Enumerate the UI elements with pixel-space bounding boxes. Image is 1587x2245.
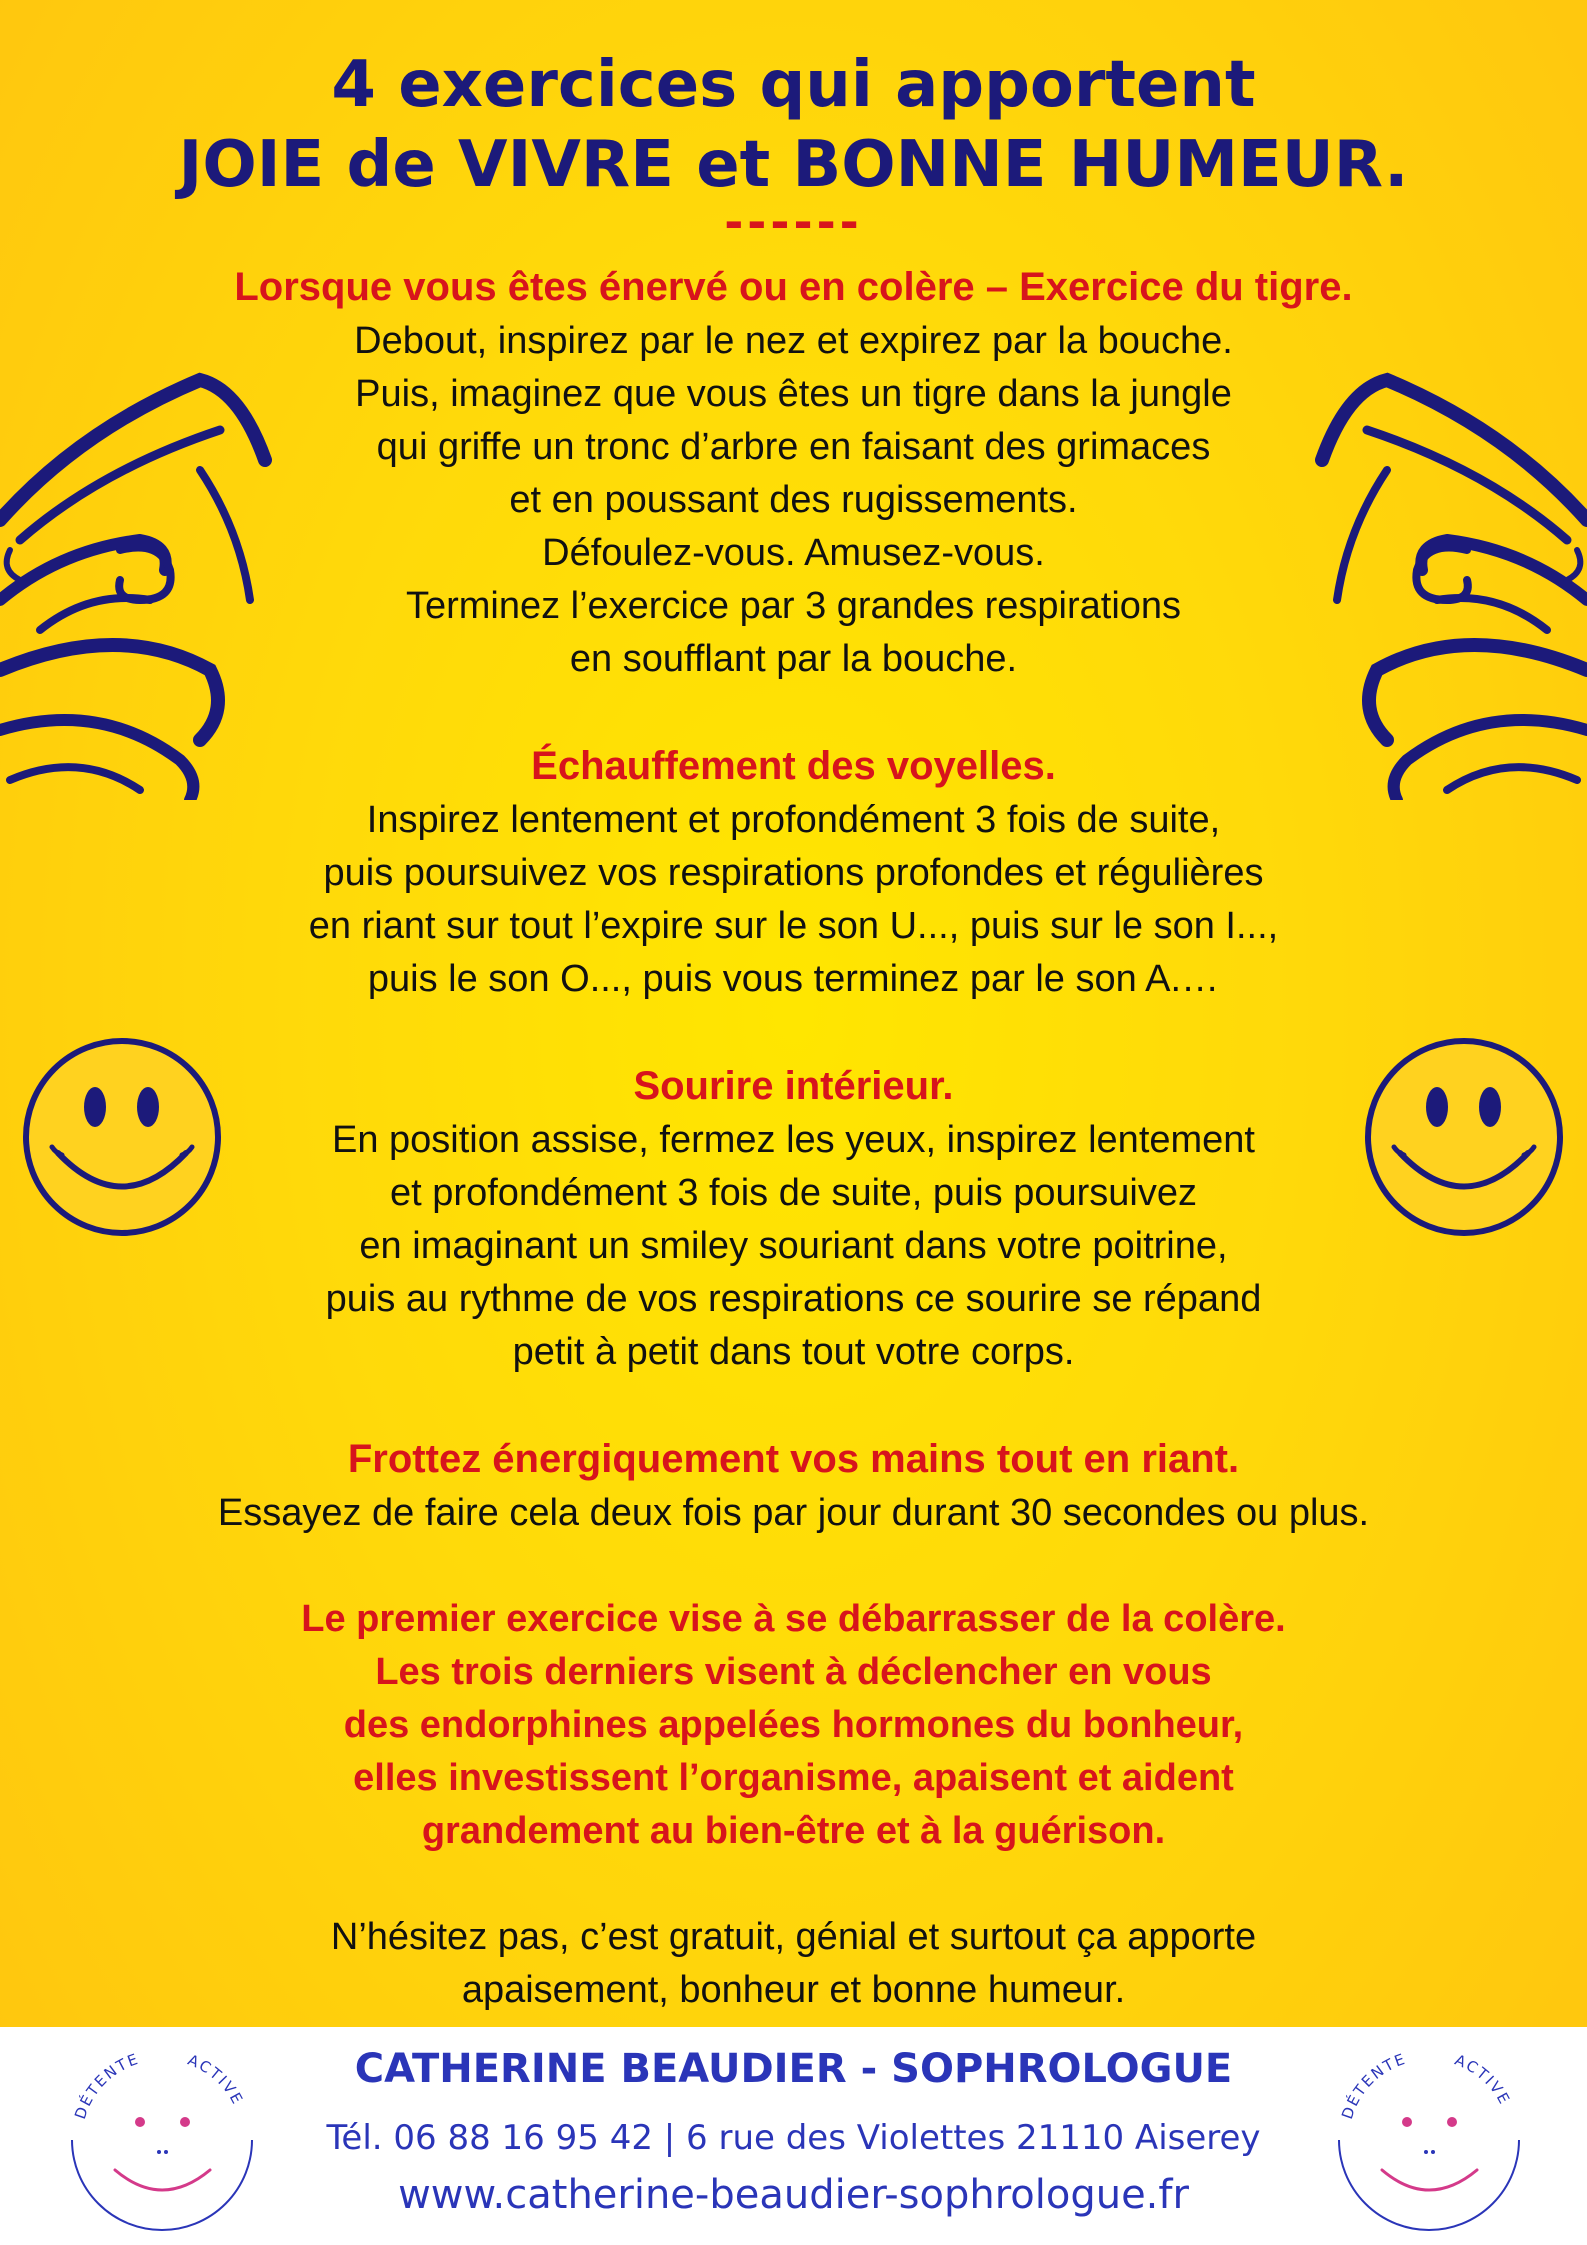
section-heading: Échauffement des voyelles. (531, 744, 1056, 788)
conclusion-line: des endorphines appelées hormones du bonheur, (343, 1704, 1244, 1746)
section-line: en soufflant par la bouche. (569, 638, 1018, 680)
footer-website-link[interactable]: www.catherine-beaudier-sophrologue.fr (398, 2172, 1189, 2218)
section-line: petit à petit dans tout votre corps. (512, 1331, 1075, 1373)
title-line-1: 4 exercices qui apportent (331, 48, 1256, 122)
svg-text:ACTIVE: ACTIVE (1452, 2050, 1515, 2109)
closing-line: N’hésitez pas, c’est gratuit, génial et surtout ça apporte (330, 1916, 1257, 1958)
svg-text:ACTIVE: ACTIVE (185, 2050, 248, 2109)
main-content (0, 260, 1587, 2017)
section-line: En position assise, fermez les yeux, inspirez lentement (332, 1119, 1255, 1161)
section-heading: Sourire intérieur. (633, 1064, 954, 1108)
conclusion-block (0, 1593, 1587, 1858)
section-heading: Lorsque vous êtes énervé ou en colère – Exercice du tigre. (234, 265, 1353, 309)
closing-block (0, 1911, 1587, 2017)
section-line: Puis, imaginez que vous êtes un tigre dans la jungle (355, 373, 1232, 415)
section-line: Inspirez lentement et profondément 3 fois de suite, (366, 799, 1221, 841)
title-separator: ------ (724, 195, 863, 249)
section-hands (0, 1432, 1587, 1540)
section-inner-smile (0, 1059, 1587, 1379)
section-line: puis poursuivez vos respirations profondes et régulières (323, 852, 1264, 894)
section-line: puis le son O..., puis vous terminez par le son A.… (367, 958, 1220, 1000)
svg-text:DÉTENTE: DÉTENTE (1338, 2049, 1409, 2122)
section-heading: Frottez énergiquement vos mains tout en riant. (347, 1437, 1240, 1481)
title-line-2: JOIE de VIVRE et BONNE HUMEUR. (178, 128, 1409, 202)
section-vowels (0, 739, 1587, 1006)
section-line: Debout, inspirez par le nez et expirez par la bouche. (354, 320, 1233, 362)
conclusion-line: Les trois derniers visent à déclencher en vous (375, 1651, 1212, 1693)
footer-name: CATHERINE BEAUDIER - SOPHROLOGUE (354, 2046, 1233, 2092)
conclusion-line: Le premier exercice vise à se débarrasser de la colère. (301, 1598, 1286, 1640)
section-line: et profondément 3 fois de suite, puis poursuivez (390, 1172, 1197, 1214)
section-line: qui griffe un tronc d’arbre en faisant des grimaces (376, 426, 1211, 468)
closing-line: apaisement, bonheur et bonne humeur. (461, 1969, 1126, 2011)
section-line: et en poussant des rugissements. (509, 479, 1078, 521)
conclusion-line: elles investissent l’organisme, apaisent et aident (353, 1757, 1234, 1799)
section-line: puis au rythme de vos respirations ce sourire se répand (325, 1278, 1262, 1320)
footer-contact: Tél. 06 88 16 95 42 | 6 rue des Violettes 21110 Aiserey (326, 2118, 1261, 2158)
section-line: en riant sur tout l’expire sur le son U..., puis sur le son I..., (308, 905, 1279, 947)
section-tiger (0, 260, 1587, 686)
section-line: Défoulez-vous. Amusez-vous. (542, 532, 1045, 574)
conclusion-line: grandement au bien-être et à la guérison. (421, 1810, 1166, 1852)
section-line: Essayez de faire cela deux fois par jour durant 30 secondes ou plus. (217, 1492, 1370, 1534)
section-line: en imaginant un smiley souriant dans votre poitrine, (359, 1225, 1228, 1267)
svg-text:DÉTENTE: DÉTENTE (71, 2049, 142, 2122)
section-line: Terminez l’exercice par 3 grandes respirations (405, 585, 1182, 627)
